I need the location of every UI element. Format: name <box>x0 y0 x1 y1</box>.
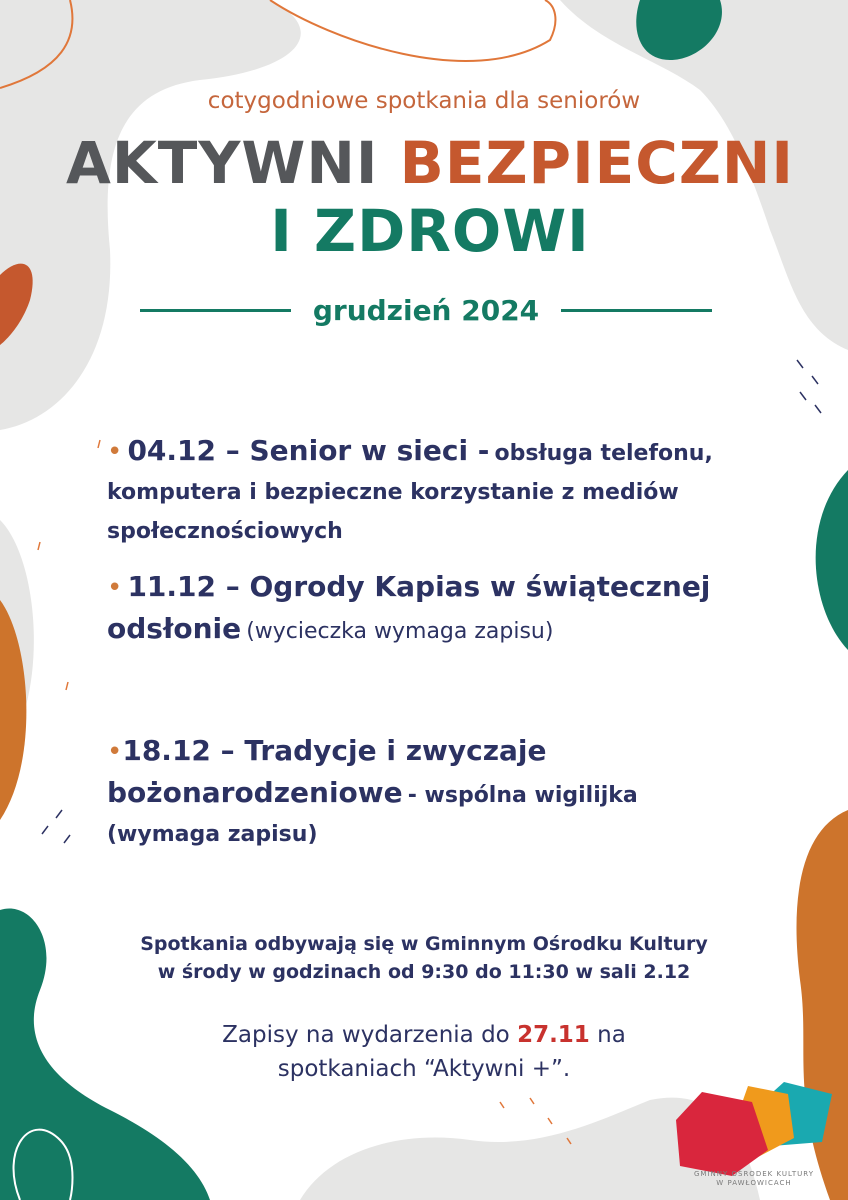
event-title: 11.12 – Ogrody Kapias w świątecznej odsłonie <box>107 570 711 645</box>
bullet-icon: • <box>107 737 123 767</box>
signup-before: Zapisy na wydarzenia do <box>222 1022 510 1048</box>
event-title: 18.12 – Tradycje i zwyczaje bożonarodzeniowe <box>107 734 547 809</box>
event-item-1 <box>107 432 797 552</box>
title-line-1 <box>0 128 848 198</box>
month-label: grudzień 2024 <box>312 293 540 327</box>
logo-line-1: GMINNY OŚRODEK KULTURY <box>693 1170 814 1178</box>
meeting-info <box>0 930 848 986</box>
event-desc: komputera i bezpieczne korzystanie z mediów społecznościowych <box>107 480 679 544</box>
title-word-aktywni: AKTYWNI <box>65 129 379 197</box>
signup-line-1 <box>0 1018 848 1052</box>
event-title: 04.12 – Senior w sieci - <box>127 434 490 467</box>
subtitle: cotygodniowe spotkania dla seniorów <box>207 88 641 114</box>
month-row <box>140 290 712 330</box>
title-line-2: I ZDROWI <box>270 197 590 265</box>
logo-line-2: W PAWŁOWICACH <box>716 1179 792 1187</box>
teal-blob-right <box>816 470 848 650</box>
month-rule-right <box>561 309 712 312</box>
logo-text <box>672 1170 836 1188</box>
meeting-info-line-1: Spotkania odbywają się w Gminnym Ośrodku Kultury <box>140 933 708 955</box>
bullet-icon: • <box>107 437 123 467</box>
event-item-2 <box>107 568 797 652</box>
bullet-icon: • <box>107 573 123 603</box>
event-desc-inline: obsługa telefonu, <box>494 441 713 466</box>
event-desc: (wycieczka wymaga zapisu) <box>246 619 554 644</box>
signup-after: na <box>597 1022 626 1048</box>
event-desc: - wspólna wigilijka (wymaga zapisu) <box>107 783 638 847</box>
signup-date: 27.11 <box>517 1022 590 1048</box>
title-word-bezpieczni: BEZPIECZNI <box>399 129 795 197</box>
month-rule-left <box>140 309 291 312</box>
signup-line-2: spotkaniach “Aktywni +”. <box>277 1056 571 1082</box>
signup-info <box>0 1018 848 1086</box>
meeting-info-line-2: w środy w godzinach od 9:30 do 11:30 w sali 2.12 <box>157 961 691 983</box>
event-item-3 <box>107 732 707 855</box>
